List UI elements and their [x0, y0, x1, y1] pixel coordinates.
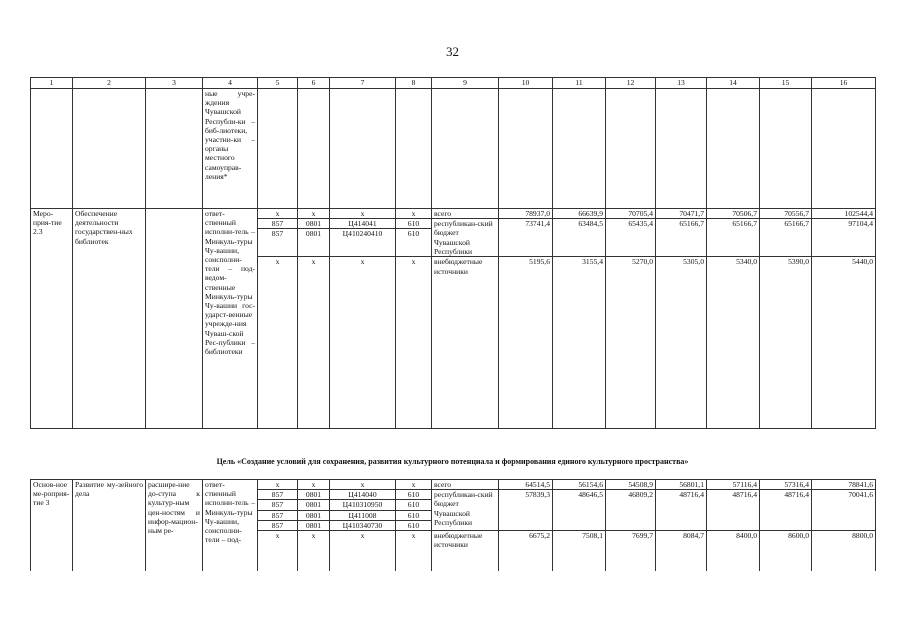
header-cell: 10 [499, 78, 553, 89]
value-cell: 65166,7 [760, 219, 812, 257]
source-cell: республикан-ский бюджет Чувашской Республики [432, 219, 499, 257]
header-cell: 5 [258, 78, 298, 89]
program-table-top [30, 77, 876, 429]
csr-cell: х [330, 257, 396, 429]
value-cell: 6675,2 [499, 531, 553, 571]
rzpr-cell: 0801 [298, 490, 330, 500]
source-cell: внебюджетные источники [432, 257, 499, 429]
header-cell: 9 [432, 78, 499, 89]
value-cell: 78937,0 [499, 209, 553, 219]
measure-name-cell: Развитие му-зейного дела [73, 480, 146, 571]
grbs-cell: х [258, 257, 298, 429]
table-row [31, 89, 876, 209]
grbs-cell: 857 [258, 520, 298, 530]
rzpr-cell: 0801 [298, 229, 330, 257]
value-cell: 57839,3 [499, 490, 553, 531]
value-cell: 66639,9 [553, 209, 606, 219]
executor-cell: ответ-ственный исполни-тель – Минкуль-туры Чу-вашии, соисполни-тели – под-ведом-ственные Минкуль-туры Чу-вашии гос-ударст-венные учрежде-ния Чуваш-ской Рес-публики – библиотеки [203, 209, 258, 429]
rzpr-cell: х [298, 257, 330, 429]
grbs-cell: 857 [258, 219, 298, 229]
grbs-cell: 857 [258, 229, 298, 257]
header-cell: 12 [606, 78, 656, 89]
measure-code-cell: Меро-прия-тие 2.3 [31, 209, 73, 429]
vr-cell: х [396, 480, 432, 490]
value-cell: 54508,9 [606, 480, 656, 490]
csr-cell: Ц414041 [330, 219, 396, 229]
grbs-cell: х [258, 480, 298, 490]
value-cell: 48646,5 [553, 490, 606, 531]
csr-cell: х [330, 531, 396, 571]
value-cell: 97104,4 [812, 219, 876, 257]
value-cell: 48716,4 [707, 490, 760, 531]
vr-cell: 610 [396, 219, 432, 229]
value-cell: 56154,6 [553, 480, 606, 490]
header-cell: 13 [656, 78, 707, 89]
value-cell: 70041,6 [812, 490, 876, 531]
value-cell: 48716,4 [760, 490, 812, 531]
grbs-cell: х [258, 209, 298, 219]
source-cell: внебюджетные источники [432, 531, 499, 571]
csr-cell: Ц411008 [330, 510, 396, 520]
value-cell: 5390,0 [760, 257, 812, 429]
value-cell: 46809,2 [606, 490, 656, 531]
csr-cell: Ц410310950 [330, 500, 396, 510]
value-cell: 73741,4 [499, 219, 553, 257]
executor-cell: ответ-ственный исполни-тель – Минкуль-туры Чу-вашии, соисполни-тели – под- [203, 480, 258, 571]
value-cell: 65166,7 [656, 219, 707, 257]
table-row [31, 480, 876, 490]
measure-code-cell: Основ-ное ме-роприя-тие 3 [31, 480, 73, 571]
grbs-cell: 857 [258, 510, 298, 520]
vr-cell: х [396, 257, 432, 429]
header-cell: 11 [553, 78, 606, 89]
vr-cell: 610 [396, 510, 432, 520]
value-cell: 3155,4 [553, 257, 606, 429]
vr-cell: х [396, 531, 432, 571]
value-cell: 70556,7 [760, 209, 812, 219]
value-cell: 48716,4 [656, 490, 707, 531]
header-cell: 2 [73, 78, 146, 89]
csr-cell: Ц410240410 [330, 229, 396, 257]
value-cell: 5440,0 [812, 257, 876, 429]
value-cell: 57116,4 [707, 480, 760, 490]
source-cell: всего [432, 209, 499, 219]
rzpr-cell: 0801 [298, 219, 330, 229]
csr-cell: х [330, 209, 396, 219]
header-cell: 14 [707, 78, 760, 89]
csr-cell: х [330, 480, 396, 490]
header-cell: 15 [760, 78, 812, 89]
csr-cell: Ц414040 [330, 490, 396, 500]
value-cell: 7508,1 [553, 531, 606, 571]
value-cell: 57316,4 [760, 480, 812, 490]
value-cell: 8400,0 [707, 531, 760, 571]
value-cell: 56801,1 [656, 480, 707, 490]
value-cell: 70705,4 [606, 209, 656, 219]
vr-cell: 610 [396, 490, 432, 500]
value-cell: 8084,7 [656, 531, 707, 571]
value-cell: 102544,4 [812, 209, 876, 219]
header-cell: 1 [31, 78, 73, 89]
value-cell: 63484,5 [553, 219, 606, 257]
header-cell: 16 [812, 78, 876, 89]
value-cell: 65435,4 [606, 219, 656, 257]
value-cell: 78841,6 [812, 480, 876, 490]
header-row [31, 78, 876, 89]
value-cell: 70506,7 [707, 209, 760, 219]
rzpr-cell: х [298, 209, 330, 219]
value-cell: 5270,0 [606, 257, 656, 429]
value-cell: 5340,0 [707, 257, 760, 429]
goal-heading: Цель «Создание условий для сохранения, развития культурного потенциала и формирования единого культурного пространства» [216, 457, 689, 466]
value-cell: 64514,5 [499, 480, 553, 490]
page-number: 32 [446, 44, 459, 59]
vr-cell: 610 [396, 500, 432, 510]
program-table-bottom [30, 479, 876, 571]
table-row [31, 209, 876, 219]
grbs-cell: 857 [258, 500, 298, 510]
value-cell: 7699,7 [606, 531, 656, 571]
rzpr-cell: х [298, 531, 330, 571]
header-cell: 8 [396, 78, 432, 89]
header-cell: 4 [203, 78, 258, 89]
result-cell: расшире-ние до-ступа к культур-ным цен-ностям и инфор-мацион-ным ре- [146, 480, 203, 571]
header-cell: 6 [298, 78, 330, 89]
value-cell: 5195,6 [499, 257, 553, 429]
source-cell: всего [432, 480, 499, 490]
value-cell: 65166,7 [707, 219, 760, 257]
vr-cell: х [396, 209, 432, 219]
value-cell: 5305,0 [656, 257, 707, 429]
value-cell: 8600,0 [760, 531, 812, 571]
value-cell: 8800,0 [812, 531, 876, 571]
vr-cell: 610 [396, 520, 432, 530]
header-cell: 7 [330, 78, 396, 89]
rzpr-cell: 0801 [298, 500, 330, 510]
source-cell: республикан-ский бюджет Чувашской Республики [432, 490, 499, 531]
csr-cell: Ц410340730 [330, 520, 396, 530]
measure-name-cell: Обеспечение деятельности государствен-ных библиотек [73, 209, 146, 429]
result-cell [146, 209, 203, 429]
rzpr-cell: 0801 [298, 520, 330, 530]
rzpr-cell: х [298, 480, 330, 490]
vr-cell: 610 [396, 229, 432, 257]
grbs-cell: 857 [258, 490, 298, 500]
value-cell: 70471,7 [656, 209, 707, 219]
executor-cell: ные учре-ждения Чувашской Республи-ки – биб-лиотеки, участни-ки – органы местного самоуправ-ления* [203, 89, 258, 209]
header-cell: 3 [146, 78, 203, 89]
rzpr-cell: 0801 [298, 510, 330, 520]
grbs-cell: х [258, 531, 298, 571]
